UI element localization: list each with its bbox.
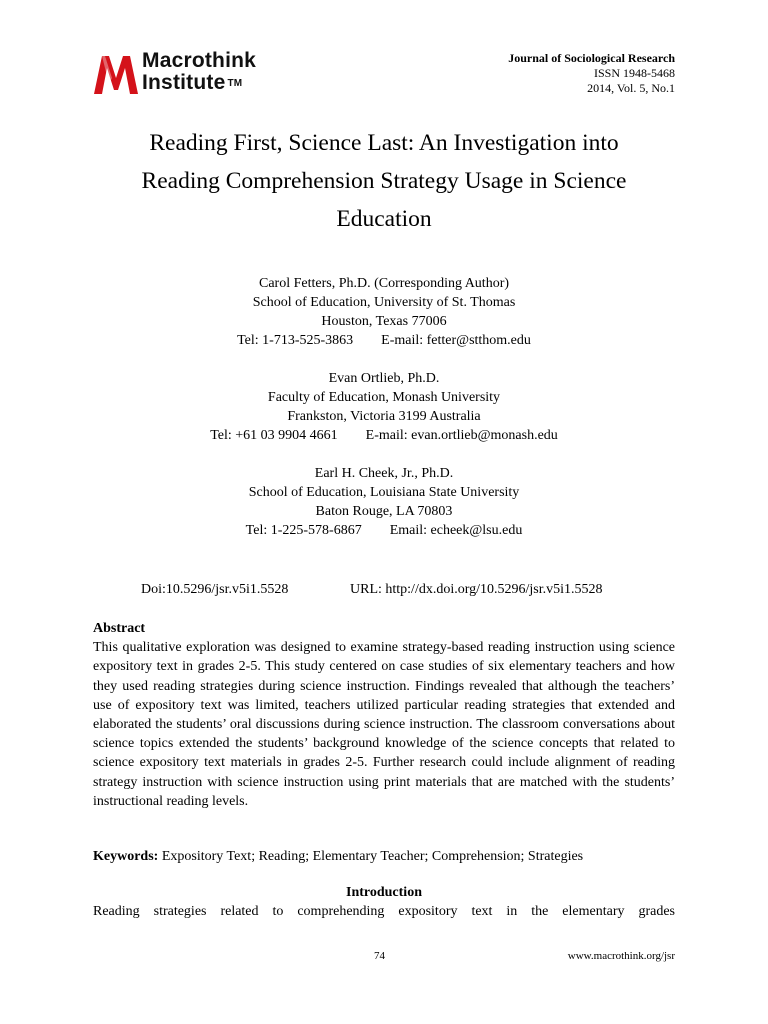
author-email[interactable]: E-mail: evan.ortlieb@monash.edu: [365, 428, 558, 443]
abstract-body: This qualitative exploration was designed to examine strategy-based reading instruction using science expository text in grades 2-5. This study centered on case studies of six elementary teachers and how they used reading strategies during science instruction. Findings revealed that although the teachers’ use of expository text was limited, teachers utilized particular reading strategies that extended and elaborated the students’ oral discussions during science instruction. The classroom conversations about science topics extended the students’ background knowledge of the science concepts that related to science expository text materials in grades 2-5. Further research could include alignment of reading strategy instruction with science instruction using print materials that are matched with the students’ instructional reading levels.: [93, 640, 675, 809]
author-block: [60, 464, 708, 540]
author-affiliation: School of Education, Louisiana State University: [248, 485, 520, 500]
author-location: Frankston, Victoria 3199 Australia: [287, 409, 481, 424]
author-contact: [60, 426, 708, 445]
journal-issn: ISSN 1948-5468: [593, 66, 675, 80]
author-name: Earl H. Cheek, Jr., Ph.D.: [314, 466, 454, 481]
author-contact: [60, 331, 708, 350]
logo-line-1: Macrothink: [142, 49, 257, 72]
page-number: 74: [374, 950, 385, 962]
author-block: [60, 274, 708, 350]
author-name: Carol Fetters, Ph.D. (Corresponding Author): [258, 276, 510, 291]
title-line: Education: [336, 206, 432, 232]
author-name: Evan Ortlieb, Ph.D.: [328, 371, 440, 386]
introduction-section: [93, 883, 675, 921]
journal-name: Journal of Sociological Research: [508, 51, 675, 65]
keywords-text: Expository Text; Reading; Elementary Teacher; Comprehension; Strategies: [158, 849, 584, 864]
keywords-label: Keywords:: [93, 849, 159, 864]
logo-wordmark: [142, 50, 256, 94]
author-block: [60, 369, 708, 445]
journal-header: [508, 51, 675, 96]
trademark-symbol: TM: [227, 78, 243, 89]
author-contact: [60, 521, 708, 540]
footer-website-link[interactable]: www.macrothink.org/jsr: [567, 950, 675, 962]
author-email[interactable]: E-mail: fetter@stthom.edu: [381, 333, 531, 348]
author-tel: Tel: +61 03 9904 4661: [210, 428, 338, 443]
author-affiliation: Faculty of Education, Monash University: [267, 390, 501, 405]
macrothink-logo-mark-icon: [92, 52, 142, 96]
abstract-heading: Abstract: [93, 621, 146, 636]
introduction-body: Reading strategies related to comprehending expository text in the elementary grades: [93, 904, 675, 919]
journal-issue: 2014, Vol. 5, No.1: [587, 81, 675, 95]
keywords-section: [93, 847, 675, 866]
author-location: Houston, Texas 77006: [321, 314, 447, 329]
doi-text: Doi:10.5296/jsr.v5i1.5528: [141, 582, 289, 597]
doi-url-link[interactable]: URL: http://dx.doi.org/10.5296/jsr.v5i1.5528: [350, 582, 603, 597]
logo-line-2-text: Institute: [142, 71, 226, 94]
publisher-logo: [92, 50, 302, 98]
introduction-heading: Introduction: [346, 885, 422, 900]
author-email[interactable]: Email: echeek@lsu.edu: [389, 523, 523, 538]
title-line: Reading Comprehension Strategy Usage in Science: [141, 168, 627, 194]
title-line: Reading First, Science Last: An Investigation into: [149, 130, 619, 156]
abstract-section: [93, 619, 675, 811]
paper-title: [60, 124, 708, 238]
author-location: Baton Rouge, LA 70803: [315, 504, 453, 519]
author-tel: Tel: 1-225-578-6867: [245, 523, 362, 538]
author-affiliation: School of Education, University of St. Thomas: [252, 295, 516, 310]
author-list: [60, 274, 708, 559]
author-tel: Tel: 1-713-525-3863: [237, 333, 354, 348]
logo-line-2: [142, 72, 256, 94]
